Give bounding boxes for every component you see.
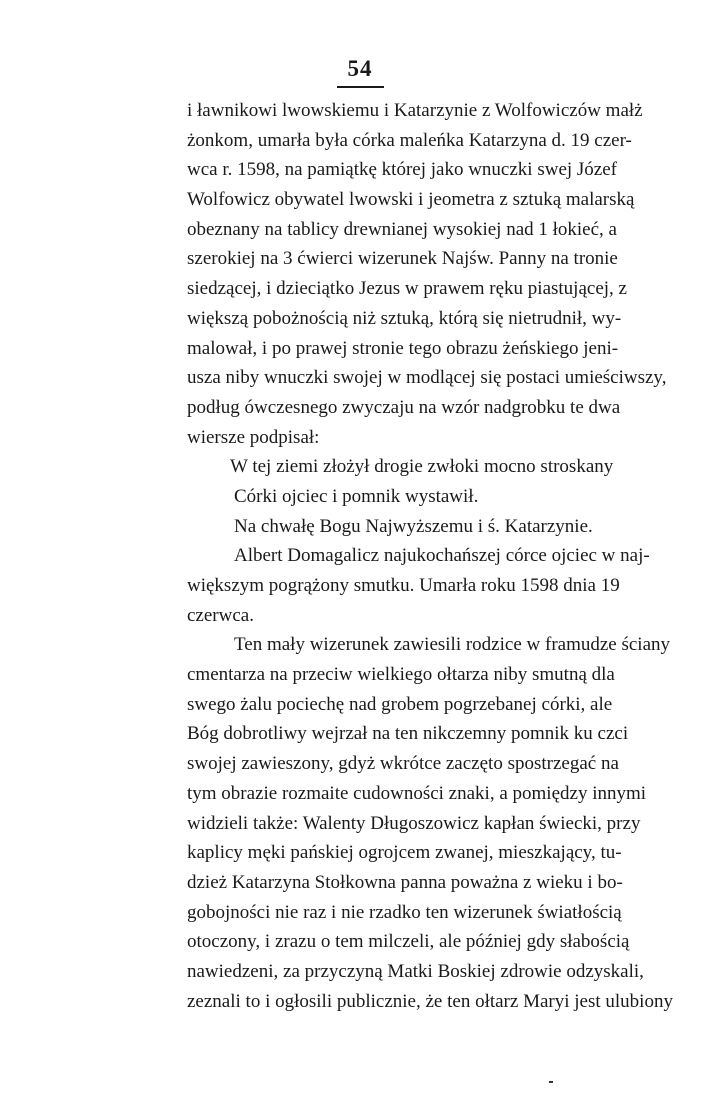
printer-mark — [549, 1081, 553, 1083]
line-1-text: i ławnikowi lwowskiemu i Katarzynie z Wolfowiczów małż — [187, 100, 643, 121]
text-line: obeznany na tablicy drewnianej wysokiej nad 1 łokieć, a — [187, 218, 617, 240]
text-line: większą pobożnością niż sztuką, którą się nietrudnił, wy- — [187, 307, 622, 329]
paragraph-start-line: Ten mały wizerunek zawiesili rodzice w framudze ściany — [234, 634, 671, 656]
text-line: cmentarza na przeciw wielkiego ołtarza niby smutną dla — [187, 664, 615, 686]
text-line: nawiedzeni, za przyczyną Matki Boskiej zdrowie odzyskali, — [187, 960, 644, 982]
text-line: szerokiej na 3 ćwierci wizerunek Najśw. Panny na tronie — [187, 248, 618, 270]
text-line: wca r. 1598, na pamiątkę której jako wnuczki swej Józef — [187, 159, 617, 181]
text-line: swojej zawieszony, gdyż wkrótce zaczęto spostrzegać na — [187, 753, 619, 775]
text-line: swego żalu pociechę nad grobem pogrzebanej córki, ale — [187, 693, 613, 715]
text-line: widzieli także: Walenty Długoszowicz kapłan świecki, przy — [187, 812, 641, 834]
paragraph-start-line: Albert Domagalicz najukochańszej córce ojciec w naj- — [234, 545, 650, 567]
text-line: tym obrazie rozmaite cudowności znaki, a pomiędzy innymi — [187, 782, 647, 804]
text-line: Wolfowicz obywatel lwowski i jeometra z sztuką malarską — [187, 189, 635, 211]
text-line: większym pogrążony smutku. Umarła roku 1598 dnia 19 — [187, 575, 620, 596]
text-line: wiersze podpisał: — [187, 426, 320, 448]
text-line: kaplicy męki pańskiej ogrojcem zwanej, mieszkający, tu- — [187, 842, 622, 864]
text-line: żonkom, umarła była córka maleńka Katarzyna d. 19 czer- — [187, 129, 632, 151]
text-line: zeznali to i ogłosili publicznie, że ten ołtarz Maryi jest ulubiony — [187, 990, 673, 1012]
page-number: 54 — [347, 56, 373, 81]
text-line: podług ówczesnego zwyczaju na wzór nadgrobku te dwa — [187, 396, 621, 418]
text-line: gobojności nie raz i nie rzadko ten wizerunek światłością — [187, 901, 622, 923]
text-line: czerwca. — [187, 604, 254, 626]
text-line: dzież Katarzyna Stołkowna panna poważna z wieku i bo- — [187, 871, 623, 893]
verse-line: Na chwałę Bogu Najwyższemu i ś. Katarzynie. — [234, 515, 593, 537]
verse-line: Córki ojciec i pomnik wystawił. — [234, 485, 479, 507]
verse-line: W tej ziemi złożył drogie zwłoki mocno stroskany — [230, 456, 614, 478]
text-line: Bóg dobrotliwy wejrzał na ten nikczemny pomnik ku czci — [187, 723, 629, 745]
text-line: usza niby wnuczki swojej w modlącej się postaci umieściwszy, — [187, 367, 667, 389]
page-number-rule — [337, 86, 384, 88]
text-line: otoczony, i zrazu o tem milczeli, ale później gdy słabością — [187, 931, 630, 953]
text-line: siedzącej, i dzieciątko Jezus w prawem ręku piastującej, z — [187, 278, 627, 300]
text-line: malował, i po prawej stronie tego obrazu żeńskiego jeni- — [187, 337, 619, 359]
text-line — [187, 96, 720, 126]
text-body — [187, 96, 720, 1016]
